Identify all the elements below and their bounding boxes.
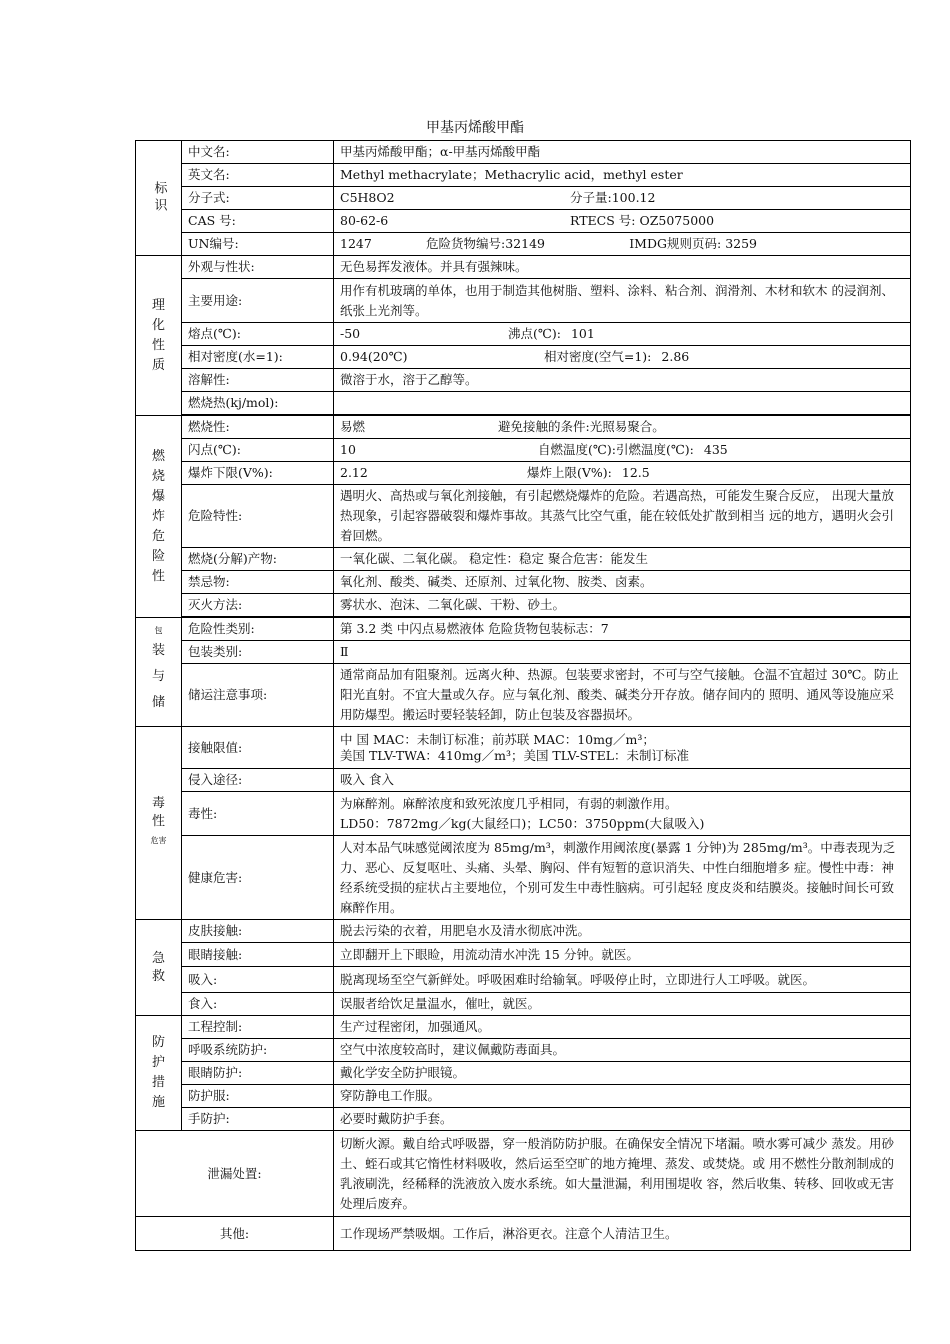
row-en-name <box>136 164 911 187</box>
row-flash <box>136 439 911 462</box>
spill-label: 泄漏处置: <box>136 1131 334 1217</box>
mp-value: -50 <box>340 326 361 341</box>
toxicity-cell <box>334 792 911 836</box>
respiratory-label: 呼吸系统防护: <box>182 1039 334 1062</box>
autoign-value: 435 <box>703 442 728 457</box>
cas-cell <box>334 210 911 233</box>
row-cas <box>136 210 911 233</box>
uel-value: 12.5 <box>621 465 650 480</box>
row-appearance <box>136 256 911 279</box>
heat-label: 燃烧热(kj/mol): <box>182 392 334 415</box>
appearance-value: 无色易挥发液体。并具有强辣味。 <box>334 256 911 279</box>
row-other <box>136 1217 911 1251</box>
row-eye-contact <box>136 943 911 967</box>
row-flammability <box>136 416 911 439</box>
storage-label: 储运注意事项: <box>182 664 334 727</box>
hazard-label: 危险特性: <box>182 485 334 548</box>
msds-table <box>135 140 911 1251</box>
section-first-aid: 急救 <box>136 920 182 1016</box>
extinguish-label: 灭火方法: <box>182 594 334 617</box>
en-name-label: 英文名: <box>182 164 334 187</box>
en-name-value: Methyl methacrylate；Methacrylic acid，methyl ester <box>334 164 911 187</box>
incompat-label: 禁忌物: <box>182 571 334 594</box>
avoid-label: 避免接触的条件: <box>498 419 590 434</box>
row-pack-group <box>136 641 911 664</box>
flash-label: 闪点(℃): <box>182 439 334 462</box>
appearance-label: 外观与性状: <box>182 256 334 279</box>
row-incompat <box>136 571 911 594</box>
hazard-value: 遇明火、高热或与氧化剂接触，有引起燃烧爆炸的危险。若遇高热，可能发生聚合反应， 出现大量放热现象，引起容器破裂和爆炸事故。其蒸气比空气重，能在较低处扩散到相当 远的地方，遇明火会引着回燃。 <box>334 485 911 548</box>
eye-contact-value: 立即翻开上下眼睑，用流动清水冲洗 15 分钟。就医。 <box>334 943 911 967</box>
extinguish-value: 雾状水、泡沫、二氧化碳、干粉、砂土。 <box>334 594 911 617</box>
skin-label: 皮肤接触: <box>182 920 334 943</box>
use-label: 主要用途: <box>182 279 334 323</box>
imdg-label: IMDG规则页码: <box>629 236 722 251</box>
lel-value: 2.12 <box>340 465 368 480</box>
health-value: 人对本品气味感觉阈浓度为 85mg/m³，刺激作用阈浓度(暴露 1 分钟)为 285mg/m³。中毒表现为乏力、恶心、反复呕吐、头痛、头晕、胸闷、伴有短暂的意识消失、中性白细胞增多 症。慢性中毒：神经系统受损的症状占主要地位，个别可发生中毒性脑病。可引起轻 度皮炎和结膜炎。接触时间长可致麻醉作用。 <box>334 836 911 920</box>
incompat-value: 氧化剂、酸类、碱类、还原剂、过氧化物、胺类、卤素。 <box>334 571 911 594</box>
use-value: 用作有机玻璃的单体，也用于制造其他树脂、塑料、涂料、粘合剂、润滑剂、木材和软木 的浸润剂、纸张上光剂等。 <box>334 279 911 323</box>
vdensity-label: 相对密度(空气=1): <box>544 349 652 364</box>
document-title: 甲基丙烯酸甲酯 <box>426 120 524 136</box>
pack-group-label: 包装类别: <box>182 641 334 664</box>
imdg-value: 3259 <box>725 236 757 251</box>
hazard-class-value: 第 3.2 类 中闪点易燃液体 危险货物包装标志：7 <box>334 618 911 641</box>
storage-value: 通常商品加有阻聚剂。远离火种、热源。包装要求密封，不可与空气接触。仓温不宜超过 30℃。防止阳光直射。不宜大量或久存。应与氧化剂、酸类、碱类分开存放。储存间内的 照明、通风等设施应采用防爆型。搬运时要轻装轻卸，防止包装及容器损坏。 <box>334 664 911 727</box>
ingestion-label: 食入: <box>182 993 334 1016</box>
clothing-value: 穿防静电工作服。 <box>334 1085 911 1108</box>
row-hazard <box>136 485 911 548</box>
eye-contact-label: 眼睛接触: <box>182 943 334 967</box>
other-label: 其他: <box>136 1217 334 1251</box>
density-label: 相对密度(水=1): <box>182 346 334 369</box>
section-identification: 标识 <box>136 141 182 256</box>
row-hazard-class <box>136 618 911 641</box>
pack-group-value: Ⅱ <box>334 641 911 664</box>
row-spill <box>136 1131 911 1217</box>
products-value: 一氧化碳、二氧化碳。 稳定性：稳定 聚合危害：能发生 <box>334 548 911 571</box>
health-label: 健康危害: <box>182 836 334 920</box>
inhalation-value: 脱离现场至空气新鲜处。呼吸困难时给输氧。呼吸停止时，立即进行人工呼吸。就医。 <box>334 967 911 993</box>
flash-cell <box>334 439 911 462</box>
un-cell <box>334 233 911 256</box>
row-toxicity <box>136 792 911 836</box>
section-fire-explosion: 燃烧爆炸危险性 <box>136 416 182 618</box>
route-label: 侵入途径: <box>182 769 334 792</box>
row-extinguish <box>136 594 911 617</box>
vdensity-value: 2.86 <box>661 349 690 364</box>
toxicity-line-1: 为麻醉剂。麻醉浓度和致死浓度几乎相同，有弱的刺激作用。 <box>340 795 678 811</box>
section-packaging: 包 装 与 储 <box>136 618 182 727</box>
bp-label: 沸点(℃): <box>508 326 561 341</box>
explosion-limits-cell <box>334 462 911 485</box>
heat-value <box>334 392 911 415</box>
mp-cell <box>334 323 911 346</box>
exposure-limit-cell <box>334 727 911 769</box>
exposure-limit-line-1: 中 国 MAC：未制订标准；前苏联 MAC：10mg／m³； <box>340 731 655 747</box>
flammability-value: 易燃 <box>340 419 366 434</box>
row-formula <box>136 187 911 210</box>
bp-value: 101 <box>570 326 595 341</box>
autoign-label: 自燃温度(℃):引燃温度(℃): <box>538 442 694 457</box>
skin-value: 脱去污染的衣着，用肥皂水及清水彻底冲洗。 <box>334 920 911 943</box>
row-health <box>136 836 911 920</box>
rtecs-value: OZ5075000 <box>639 213 715 228</box>
avoid-value: 光照易聚合。 <box>589 419 665 434</box>
formula-value: C5H8O2 <box>340 190 395 205</box>
respiratory-value: 空气中浓度较高时，建议佩戴防毒面具。 <box>334 1039 911 1062</box>
hand-value: 必要时戴防护手套。 <box>334 1108 911 1131</box>
row-products <box>136 548 911 571</box>
engineering-label: 工程控制: <box>182 1016 334 1039</box>
row-ingestion <box>136 993 911 1016</box>
row-explosion-limits <box>136 462 911 485</box>
eye-protection-value: 戴化学安全防护眼镜。 <box>334 1062 911 1085</box>
clothing-label: 防护服: <box>182 1085 334 1108</box>
other-value: 工作现场严禁吸烟。工作后，淋浴更衣。注意个人清洁卫生。 <box>334 1217 911 1251</box>
rtecs-label: RTECS 号: <box>570 213 636 228</box>
products-label: 燃烧(分解)产物: <box>182 548 334 571</box>
formula-cell <box>334 187 911 210</box>
section-toxicity: 毒性 危害 <box>136 727 182 920</box>
cn-name-label: 中文名: <box>182 141 334 164</box>
section-protection: 防护措施 <box>136 1016 182 1131</box>
formula-label: 分子式: <box>182 187 334 210</box>
flammability-cell <box>334 416 911 439</box>
flammability-label: 燃烧性: <box>182 416 334 439</box>
dg-label: 危险货物编号: <box>426 236 506 251</box>
flash-value: 10 <box>340 442 356 457</box>
row-use <box>136 279 911 323</box>
row-hand <box>136 1108 911 1131</box>
row-engineering <box>136 1016 911 1039</box>
row-inhalation <box>136 967 911 993</box>
mw-value: 100.12 <box>611 190 656 205</box>
un-value: 1247 <box>340 236 372 251</box>
row-cn-name <box>136 141 911 164</box>
toxicity-label: 毒性: <box>182 792 334 836</box>
density-value: 0.94(20℃) <box>340 349 408 364</box>
inhalation-label: 吸入: <box>182 967 334 993</box>
hazard-class-label: 危险性类别: <box>182 618 334 641</box>
hand-label: 手防护: <box>182 1108 334 1131</box>
cas-label: CAS 号: <box>182 210 334 233</box>
row-clothing <box>136 1085 911 1108</box>
lel-label: 爆炸下限(V%): <box>182 462 334 485</box>
section-physical: 理化性质 <box>136 256 182 416</box>
cn-name-value: 甲基丙烯酸甲酯；α-甲基丙烯酸甲酯 <box>334 141 911 164</box>
toxicity-line-2: LD50：7872mg／kg(大鼠经口)；LC50：3750ppm(大鼠吸入) <box>340 815 705 831</box>
row-density <box>136 346 911 369</box>
ingestion-value: 误服者给饮足量温水，催吐，就医。 <box>334 993 911 1016</box>
mp-label: 熔点(℃): <box>182 323 334 346</box>
dg-value: 32149 <box>505 236 545 251</box>
row-respiratory <box>136 1039 911 1062</box>
cas-value: 80-62-6 <box>340 213 389 228</box>
un-label: UN编号: <box>182 233 334 256</box>
eye-protection-label: 眼睛防护: <box>182 1062 334 1085</box>
row-eye-protection <box>136 1062 911 1085</box>
mw-label: 分子量: <box>570 190 612 205</box>
row-mp <box>136 323 911 346</box>
row-exposure-limit <box>136 727 911 769</box>
row-skin <box>136 920 911 943</box>
row-heat <box>136 392 911 415</box>
route-value: 吸入 食入 <box>334 769 911 792</box>
solubility-value: 微溶于水，溶于乙醇等。 <box>334 369 911 392</box>
exposure-limit-label: 接触限值: <box>182 727 334 769</box>
row-storage <box>136 664 911 727</box>
spill-value: 切断火源。戴自给式呼吸器，穿一般消防防护服。在确保安全情况下堵漏。喷水雾可减少 蒸发。用砂土、蛭石或其它惰性材料吸收，然后运至空旷的地方掩埋、蒸发、或焚烧。或 用不燃性分散剂制成的乳液刷洗，经稀释的洗液放入废水系统。如大量泄漏，利用围堤收 容，然后收集、转移、回收或无害处理后废弃。 <box>334 1131 911 1217</box>
row-route <box>136 769 911 792</box>
row-un <box>136 233 911 256</box>
row-solubility <box>136 369 911 392</box>
engineering-value: 生产过程密闭，加强通风。 <box>334 1016 911 1039</box>
density-cell <box>334 346 911 369</box>
uel-label: 爆炸上限(V%): <box>527 465 612 480</box>
exposure-limit-line-2: 美国 TLV-TWA：410mg／m³；美国 TLV-STEL：未制订标准 <box>340 747 690 763</box>
solubility-label: 溶解性: <box>182 369 334 392</box>
